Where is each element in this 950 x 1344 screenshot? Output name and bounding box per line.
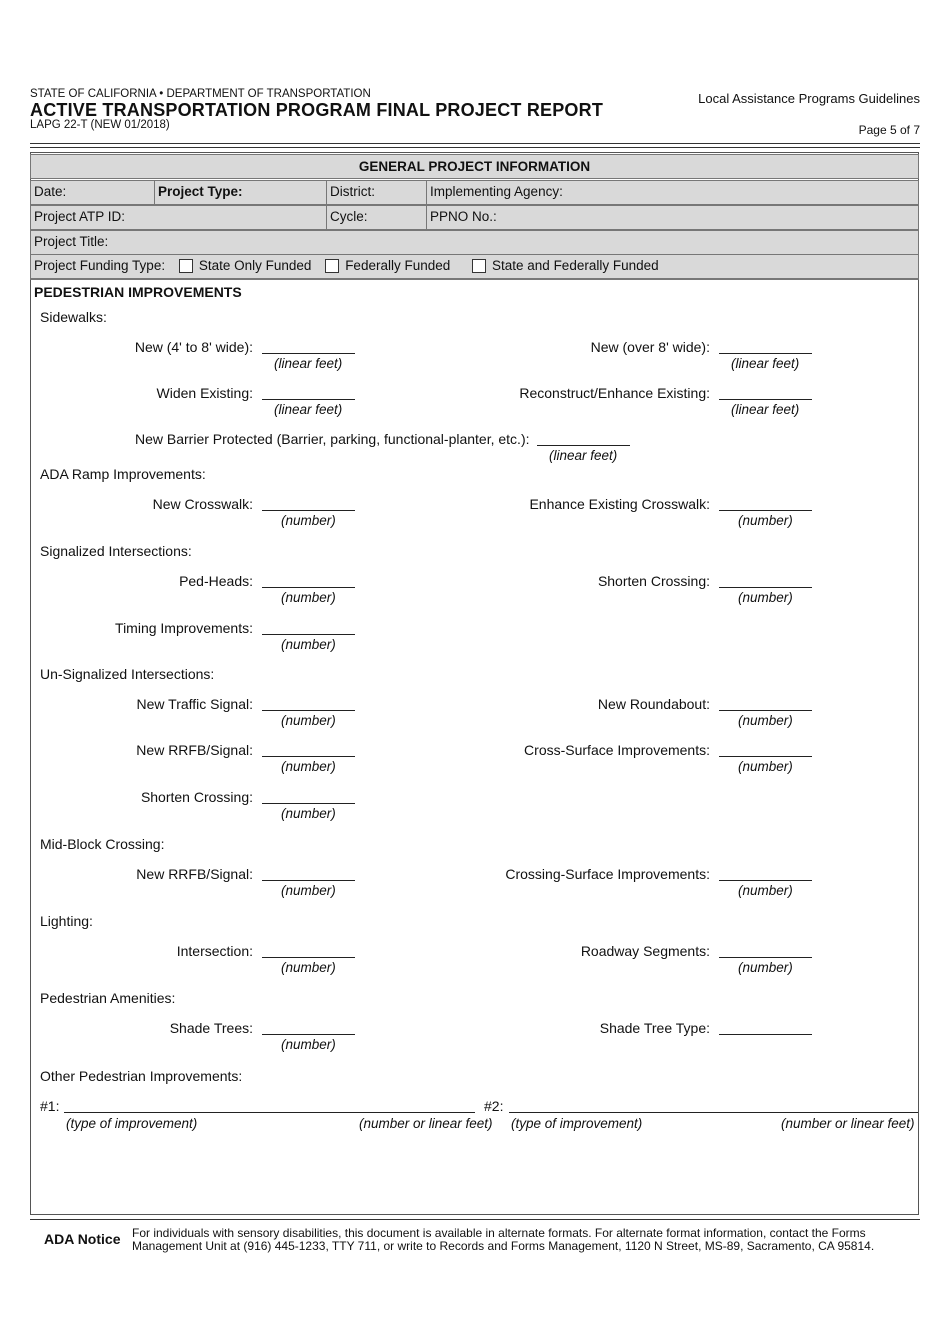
federally-funded-label: Federally Funded [345, 258, 451, 273]
general-bottom-rule [30, 279, 919, 280]
new-crosswalk-field[interactable] [262, 510, 355, 511]
timing-field[interactable] [262, 634, 355, 635]
ped-heads-field[interactable] [262, 587, 355, 588]
project-atp-id-label: Project ATP ID: [34, 209, 126, 224]
project-type-cell[interactable] [155, 181, 327, 204]
enhance-crosswalk-field[interactable] [719, 510, 812, 511]
ppno-label: PPNO No.: [430, 209, 497, 224]
midblock-heading: Mid-Block Crossing: [40, 836, 165, 852]
timing-unit: (number) [281, 637, 336, 652]
crossing-surface-label: Crossing-Surface Improvements: [505, 866, 710, 882]
new-roundabout-field[interactable] [719, 710, 812, 711]
widen-existing-unit: (linear feet) [274, 402, 343, 417]
guidelines-label: Local Assistance Programs Guidelines [698, 91, 920, 106]
new-crosswalk-label: New Crosswalk: [152, 496, 253, 512]
other-1-label: #1: [40, 1098, 60, 1114]
shorten-crossing2-label: Shorten Crossing: [140, 789, 253, 805]
sidewalks-heading: Sidewalks: [40, 309, 107, 325]
new-rrfb-unit: (number) [281, 759, 336, 774]
general-heading [30, 154, 919, 179]
intersection-unit: (number) [281, 960, 336, 975]
project-title-cell[interactable] [31, 231, 918, 254]
enhance-crosswalk-unit: (number) [738, 513, 793, 528]
barrier-label: New Barrier Protected (Barrier, parking, functional-planter, etc.): [135, 431, 530, 447]
general-heading-text: GENERAL PROJECT INFORMATION [358, 159, 591, 174]
reconstruct-field[interactable] [719, 399, 812, 400]
project-type-label: Project Type: [158, 184, 243, 199]
header-rule-2 [30, 147, 920, 148]
shade-trees-unit: (number) [281, 1037, 336, 1052]
implementing-agency-cell[interactable] [427, 181, 918, 204]
ada-ramp-heading: ADA Ramp Improvements: [40, 466, 206, 482]
ada-notice-line-2: Management Unit at (916) 445-1233, TTY 711, or write to Records and Forms Management, 1120 N Street, MS-89, Sacramento, CA 95814. [132, 1239, 875, 1253]
other-heading: Other Pedestrian Improvements: [40, 1068, 243, 1084]
shorten-crossing-field[interactable] [719, 587, 812, 588]
shorten-crossing2-unit: (number) [281, 806, 336, 821]
ada-notice-label: ADA Notice [44, 1231, 121, 1247]
signalized-heading: Signalized Intersections: [40, 543, 192, 559]
ped-heading: PEDESTRIAN IMPROVEMENTS [34, 284, 242, 300]
other-2-label: #2: [484, 1098, 504, 1114]
date-cell[interactable] [31, 181, 155, 204]
general-row-2 [30, 205, 919, 230]
ada-notice-line-1: For individuals with sensory disabilities, this document is available in alternate formats. For alternate format information, contact the Forms [132, 1226, 866, 1240]
new-over-8-unit: (linear feet) [731, 356, 800, 371]
state-federal-label: State and Federally Funded [492, 258, 659, 273]
date-label: Date: [34, 184, 67, 199]
federally-funded-checkbox[interactable] [325, 259, 339, 273]
other-2-field[interactable] [509, 1112, 918, 1113]
form-id: LAPG 22-T (NEW 01/2018) [30, 119, 170, 131]
amenities-heading: Pedestrian Amenities: [40, 990, 176, 1006]
reconstruct-label: Reconstruct/Enhance Existing: [519, 385, 710, 401]
shade-trees-label: Shade Trees: [169, 1020, 253, 1036]
new-traffic-signal-label: New Traffic Signal: [136, 696, 253, 712]
shade-tree-type-label: Shade Tree Type: [599, 1020, 710, 1036]
cross-surface-field[interactable] [719, 756, 812, 757]
barrier-unit: (linear feet) [549, 448, 618, 463]
other-2-type-unit: (type of improvement) [511, 1116, 643, 1131]
shorten-crossing-label: Shorten Crossing: [597, 573, 710, 589]
page-number: Page 5 of 7 [858, 123, 920, 137]
barrier-field[interactable] [537, 445, 630, 446]
widen-existing-field[interactable] [262, 399, 355, 400]
project-title-label: Project Title: [34, 234, 109, 249]
district-cell[interactable] [327, 181, 427, 204]
cross-surface-label: Cross-Surface Improvements: [524, 742, 710, 758]
form-frame [30, 152, 919, 1215]
new-4-8-field[interactable] [262, 353, 355, 354]
new-4-8-label: New (4' to 8' wide): [134, 339, 253, 355]
cycle-label: Cycle: [330, 209, 368, 224]
unsignalized-heading: Un-Signalized Intersections: [40, 666, 215, 682]
new-4-8-unit: (linear feet) [274, 356, 343, 371]
shorten-crossing-unit: (number) [738, 590, 793, 605]
state-only-label: State Only Funded [198, 258, 312, 273]
enhance-crosswalk-label: Enhance Existing Crosswalk: [529, 496, 710, 512]
crossing-surface-unit: (number) [738, 883, 793, 898]
shorten-crossing2-field[interactable] [262, 803, 355, 804]
form-title: ACTIVE TRANSPORTATION PROGRAM FINAL PROJECT REPORT [30, 100, 604, 120]
new-over-8-field[interactable] [719, 353, 812, 354]
new-over-8-label: New (over 8' wide): [590, 339, 710, 355]
header-rule-1 [30, 143, 920, 144]
cross-surface-unit: (number) [738, 759, 793, 774]
roadway-segments-label: Roadway Segments: [580, 943, 710, 959]
new-rrfb-label: New RRFB/Signal: [136, 742, 253, 758]
widen-existing-label: Widen Existing: [156, 385, 253, 401]
shade-tree-type-field[interactable] [719, 1034, 812, 1035]
general-row-3 [30, 230, 919, 255]
district-label: District: [330, 184, 375, 199]
intersection-label: Intersection: [176, 943, 253, 959]
state-federal-checkbox[interactable] [472, 259, 486, 273]
general-row-1 [30, 180, 919, 205]
new-traffic-signal-field[interactable] [262, 710, 355, 711]
new-roundabout-unit: (number) [738, 713, 793, 728]
implementing-agency-label: Implementing Agency: [430, 184, 563, 199]
roadway-segments-unit: (number) [738, 960, 793, 975]
other-1-type-unit: (type of improvement) [66, 1116, 198, 1131]
new-rrfb2-label: New RRFB/Signal: [136, 866, 253, 882]
new-roundabout-label: New Roundabout: [597, 696, 710, 712]
new-rrfb2-field[interactable] [262, 880, 355, 881]
reconstruct-unit: (linear feet) [731, 402, 800, 417]
agency-line: STATE OF CALIFORNIA • DEPARTMENT OF TRANSPORTATION [30, 88, 371, 100]
funding-type-label: Project Funding Type: [34, 258, 166, 273]
ped-heads-label: Ped-Heads: [179, 573, 253, 589]
new-traffic-signal-unit: (number) [281, 713, 336, 728]
new-rrfb-field[interactable] [262, 756, 355, 757]
ped-heads-unit: (number) [281, 590, 336, 605]
other-1-amount-unit: (number or linear feet) [359, 1116, 493, 1131]
intersection-field[interactable] [262, 957, 355, 958]
ppno-cell[interactable] [427, 206, 918, 229]
crossing-surface-field[interactable] [719, 880, 812, 881]
state-only-checkbox[interactable] [179, 259, 193, 273]
shade-trees-field[interactable] [262, 1034, 355, 1035]
general-row-4 [30, 254, 919, 279]
cycle-cell[interactable] [327, 206, 427, 229]
new-crosswalk-unit: (number) [281, 513, 336, 528]
new-rrfb2-unit: (number) [281, 883, 336, 898]
roadway-segments-field[interactable] [719, 957, 812, 958]
funding-type-cell [31, 255, 918, 278]
footer-rule [30, 1219, 920, 1220]
lighting-heading: Lighting: [40, 913, 93, 929]
other-1-field[interactable] [64, 1112, 475, 1113]
timing-label: Timing Improvements: [115, 620, 253, 636]
other-2-amount-unit: (number or linear feet) [781, 1116, 915, 1131]
project-atp-id-cell[interactable] [31, 206, 327, 229]
